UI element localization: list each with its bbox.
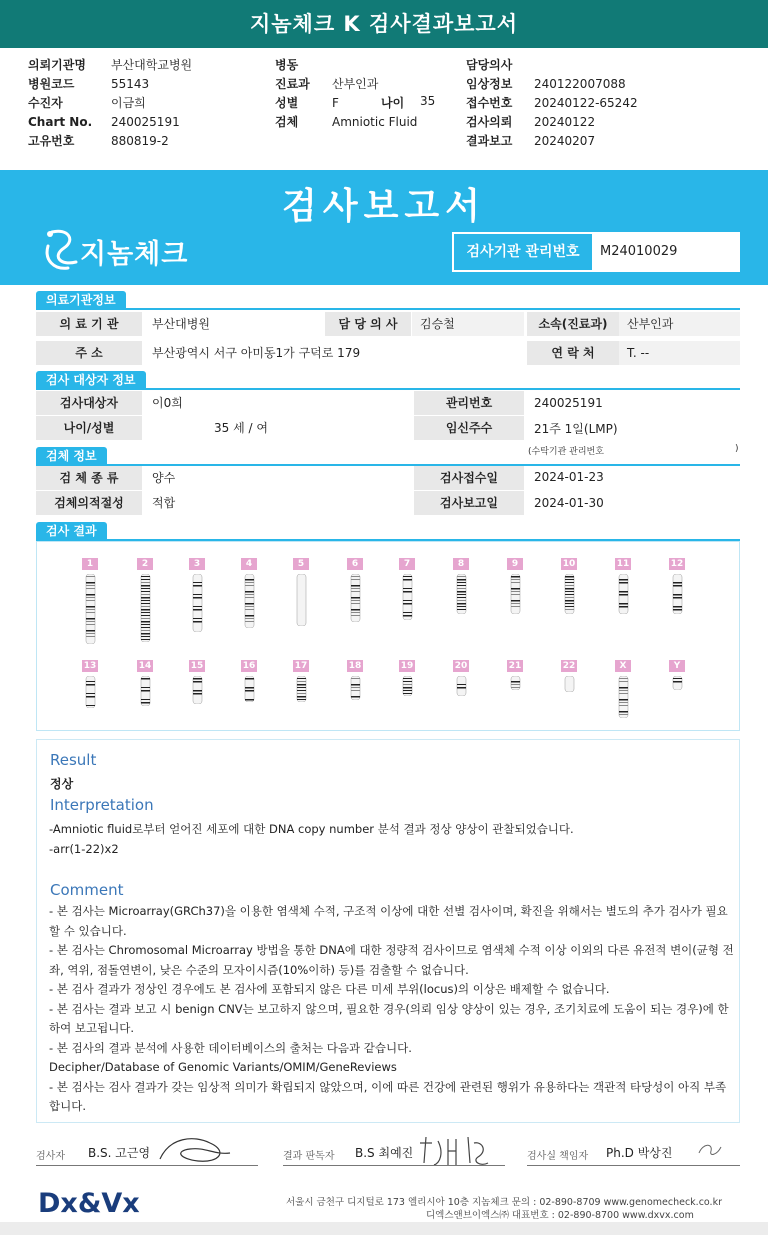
header-value: 240025191 (111, 115, 180, 129)
header-value: Amniotic Fluid (332, 115, 418, 129)
chromosome-bands-icon (510, 676, 522, 690)
text-line: -Amniotic fluid로부터 얻어진 세포에 대한 DNA copy number 분석 결과 정상 양상이 관찰되었습니다. (49, 822, 574, 836)
specimen-suit-value: 적합 (152, 496, 176, 510)
chromosome-bands-icon (296, 676, 308, 702)
header-label: 진료과 (275, 77, 310, 91)
chromosome-bands-icon (244, 574, 256, 628)
address-label: 주 소 (36, 341, 142, 365)
header-label: 병원코드 (28, 77, 75, 91)
tester-name: B.S. 고근영 (88, 1146, 151, 1160)
chromosome-number: 16 (242, 661, 256, 671)
header-value: 산부인과 (332, 77, 379, 91)
text-line: Decipher/Database of Genomic Variants/OMIM/GeneReviews (49, 1060, 397, 1074)
hospital-label: 의 료 기 관 (36, 312, 142, 336)
chromosome-bands-icon (618, 574, 630, 614)
section-tab-subject: 검사 대상자 정보 (36, 371, 146, 389)
dept-value: 산부인과 (619, 312, 740, 336)
mgmt-number-label: 검사기관 관리번호 (454, 234, 592, 270)
header-label: 검체 (275, 115, 299, 129)
footer-bar (0, 1222, 768, 1235)
header-label: 검사의뢰 (466, 115, 513, 129)
contact-value: T. -- (619, 341, 740, 365)
mgmt-number-box (452, 232, 740, 272)
recv-date-label: 검사접수일 (414, 466, 524, 490)
text-line: -arr(1-22)x2 (49, 841, 119, 856)
reader-label: 결과 판독자 (283, 1151, 335, 1162)
section-tab-specimen: 검체 정보 (36, 447, 107, 465)
header-value: 880819-2 (111, 134, 169, 148)
text-line: 할 수 있습니다. (49, 923, 127, 938)
subject-mgmt-value: 240025191 (534, 396, 603, 410)
report-date-label: 검사보고일 (414, 491, 524, 515)
doctor-value: 김승철 (412, 312, 524, 336)
chromosome-number: 22 (562, 661, 576, 671)
address-value: 부산광역시 서구 아미동1가 구덕로 179 (152, 346, 361, 360)
pregnancy-value: 21주 1일(LMP) (534, 422, 618, 436)
chromosome-number: 21 (508, 661, 522, 671)
header-label: 병동 (275, 58, 299, 72)
chromosome-bands-icon (402, 676, 414, 696)
sign-underline (527, 1165, 740, 1166)
section-tab-institution: 의료기관정보 (36, 291, 126, 309)
dept-label: 소속(진료과) (527, 312, 619, 336)
chromosome-bands-icon (140, 574, 152, 642)
header-value: 20240122-65242 (534, 96, 638, 110)
header-row (0, 132, 768, 150)
header-value: 이금희 (111, 96, 146, 110)
section-tab-result: 검사 결과 (36, 522, 107, 540)
logo-text: 지놈체크 (80, 239, 189, 270)
chromosome-number: 17 (294, 661, 308, 671)
age-sex-label: 나이/성별 (36, 416, 142, 440)
header-value: 240122007088 (534, 77, 626, 91)
tester-label: 검사자 (36, 1151, 65, 1162)
chromosome-bands-icon (244, 676, 256, 702)
signature-row (0, 1133, 768, 1168)
chromosome-number: 7 (399, 558, 415, 570)
chromosome-bands-icon (564, 574, 576, 614)
section-divider (36, 388, 740, 390)
sign-underline (36, 1165, 258, 1166)
chromosome-number: 8 (453, 558, 469, 570)
header-label: 결과보고 (466, 134, 513, 148)
age-label: 나이 (381, 96, 405, 110)
header-label: 임상정보 (466, 77, 513, 91)
header-row (0, 113, 768, 131)
entrust-note-close: ) (735, 444, 739, 454)
director-label: 검사실 책임자 (527, 1151, 589, 1162)
chromosome-number: 15 (190, 661, 204, 671)
header-info (0, 56, 768, 152)
subject-name-value: 이0희 (152, 396, 183, 410)
chromosome-number: 4 (241, 558, 257, 570)
specimen-suit-label: 검체의적절성 (36, 491, 142, 515)
chromosome-number: 3 (189, 558, 205, 570)
pregnancy-label: 임신주수 (414, 416, 524, 440)
text-line: - 본 검사는 Chromosomal Microarray 방법을 통한 DNA에 대한 정량적 검사이므로 염색체 수적 이상 이외의 다른 유전적 변이(균형 전 (49, 943, 734, 957)
header-label: 접수번호 (466, 96, 513, 110)
chromosome-bands-icon (618, 676, 630, 718)
chromosome-bands-icon (672, 574, 684, 614)
header-label: Chart No. (28, 115, 93, 129)
chromosome-bands-icon (85, 574, 97, 644)
chromosome-bands-icon (456, 676, 468, 696)
chromosome-bands-icon (85, 676, 97, 708)
chromosome-bands-icon (564, 676, 576, 692)
reader-name: B.S 최예진 (355, 1146, 414, 1160)
chromosome-number: 14 (138, 661, 152, 671)
footer-address: 서울시 금천구 디지털로 173 엘리시아 10층 지놈체크 문의 : 02-890-8709 www.genomecheck.co.kr (286, 1197, 722, 1208)
result-heading: Result (50, 751, 97, 769)
subject-name-label: 검사대상자 (36, 391, 142, 415)
text-line: 합니다. (49, 1099, 86, 1113)
chromosome-number: 12 (670, 559, 684, 569)
text-line: - 본 검사 결과가 정상인 경우에도 본 검사에 포함되지 않은 다른 미세 부위(locus)의 이상은 배제할 수 없습니다. (49, 982, 610, 996)
chromosome-number: 6 (347, 558, 363, 570)
dxvx-logo: Dx&Vx (38, 1188, 140, 1219)
result-value: 정상 (50, 777, 74, 791)
doctor-label: 담 당 의 사 (325, 312, 411, 336)
chromosome-bands-icon (456, 574, 468, 614)
chromosome-number: 2 (137, 558, 153, 570)
sign-underline (283, 1165, 505, 1166)
chromosome-bands-icon (192, 676, 204, 704)
subject-mgmt-label: 관리번호 (414, 391, 524, 415)
footer-contact: 디엑스앤브이엑스㈜ 대표번호 : 02-890-8700 www.dxvx.com (426, 1210, 694, 1221)
chromosome-number: X (615, 660, 631, 672)
chromosome-number: 11 (616, 559, 630, 569)
chromosome-number: 19 (400, 661, 414, 671)
reader-signature-icon (414, 1133, 494, 1169)
director-signature-icon (695, 1139, 725, 1161)
text-line: - 본 검사의 결과 분석에 사용한 데이터베이스의 출처는 다음과 같습니다. (49, 1040, 412, 1055)
chromosome-number: Y (669, 660, 685, 672)
chromosome-bands-icon (350, 676, 362, 700)
director-name: Ph.D 박상진 (606, 1146, 673, 1160)
chromosome-bands-icon (140, 676, 152, 706)
section-divider (36, 308, 740, 310)
header-label: 의뢰기관명 (28, 58, 86, 72)
chromosome-bands-icon (192, 574, 204, 632)
header-value: 55143 (111, 77, 150, 91)
tester-signature-icon (150, 1133, 240, 1167)
entrust-note: (수탁기관 관리번호 (528, 447, 604, 457)
chromosome-number: 20 (454, 661, 468, 671)
header-label: 담당의사 (466, 58, 513, 72)
header-label: 성별 (275, 96, 299, 110)
chromosome-number: 1 (82, 558, 98, 570)
contact-label: 연 락 처 (527, 341, 619, 365)
header-row (0, 56, 768, 74)
document-title-bar (0, 0, 768, 48)
text-line: 좌, 역위, 점돌연변이, 낮은 수준의 모자이시즘(10%이하) 등)를 검출할 수 없습니다. (49, 962, 469, 977)
header-value: 20240122 (534, 115, 596, 129)
specimen-type-label: 검 체 종 류 (36, 466, 142, 490)
comment-heading: Comment (50, 881, 124, 899)
document-title: 지놈체크 K 검사결과보고서 (249, 12, 519, 36)
chromosome-number: 10 (562, 559, 576, 569)
chromosome-bands-icon (402, 574, 414, 620)
chromosome-bands-icon (296, 574, 308, 626)
chromosome-bands-icon (510, 574, 522, 614)
report-title: 검사보고서 (282, 186, 486, 227)
header-label: 고유번호 (28, 134, 75, 148)
text-line: - 본 검사는 검사 결과가 갖는 임상적 의미가 확립되지 않았으며, 이에 따른 건강에 관련된 행위가 유용하다는 객관적 타당성이 아직 부족 (49, 1079, 727, 1094)
age-value: 35 (420, 94, 436, 108)
karyogram-panel (36, 541, 740, 731)
mgmt-number-value: M24010029 (592, 234, 738, 270)
chromosome-bands-icon (672, 676, 684, 690)
chromosome-bands-icon (350, 574, 362, 622)
header-label: 수진자 (28, 96, 63, 110)
recv-date-value: 2024-01-23 (534, 470, 604, 484)
chromosome-number: 18 (348, 661, 362, 671)
specimen-type-value: 양수 (152, 471, 176, 485)
text-line: 하여 보고됩니다. (49, 1021, 135, 1035)
interpretation-heading: Interpretation (50, 796, 154, 814)
header-value: F (332, 96, 339, 110)
chromosome-number: 13 (83, 661, 97, 671)
report-date-value: 2024-01-30 (534, 496, 604, 510)
header-row (0, 75, 768, 93)
text-line: - 본 검사는 결과 보고 시 benign CNV는 보고하지 않으며, 필요한 경우(의뢰 임상 양상이 있는 경우, 조기치료에 도움이 되는 경우)에 한 (49, 1001, 729, 1016)
chromosome-number: 9 (507, 558, 523, 570)
text-line: - 본 검사는 Microarray(GRCh37)을 이용한 염색체 수적, 구조적 이상에 대한 선별 검사이며, 확진을 위해서는 별도의 추가 검사가 필요 (49, 904, 728, 918)
chromosome-number: 5 (293, 558, 309, 570)
header-value: 20240207 (534, 134, 596, 148)
hospital-value: 부산대병원 (152, 317, 210, 331)
header-value: 부산대학교병원 (111, 58, 193, 72)
age-sex-value: 35 세 / 여 (214, 421, 268, 435)
